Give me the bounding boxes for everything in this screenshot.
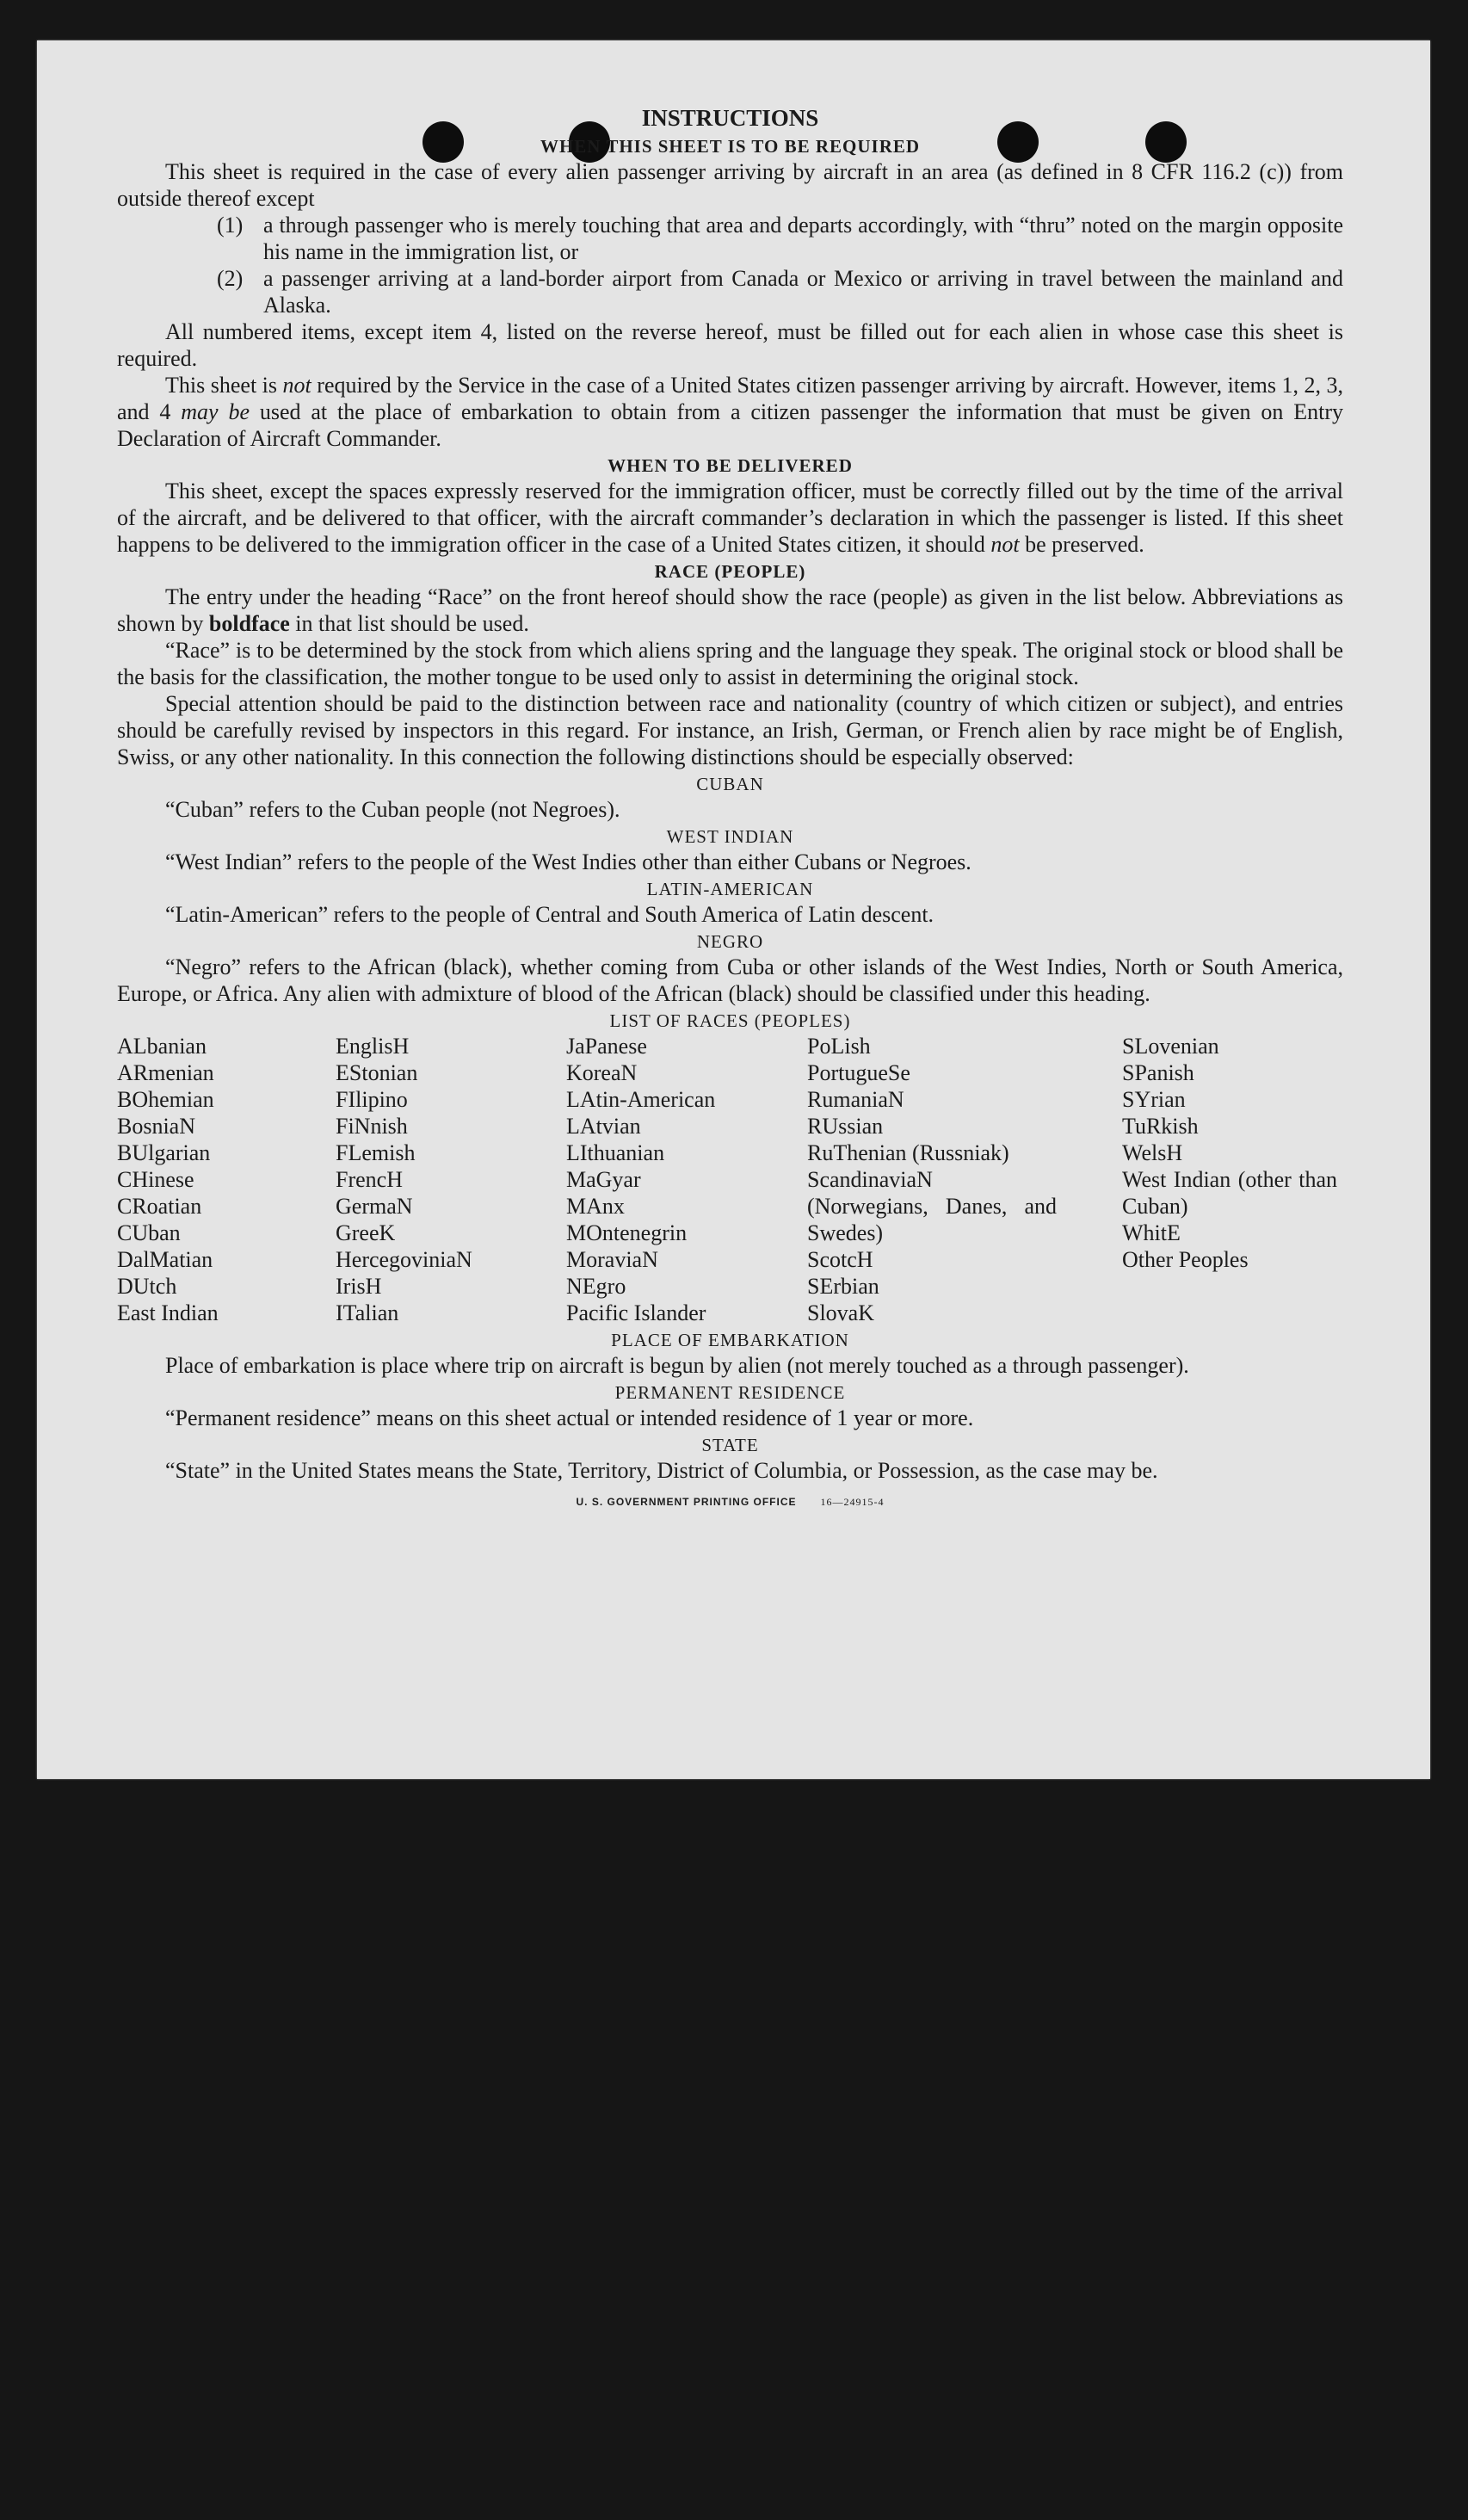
subheading: LIST OF RACES (PEOPLES) [609,1010,851,1031]
race-entry: MoraviaN [566,1247,658,1272]
paragraph: “Race” is to be determined by the stock from which aliens spring and the language they speak. The original stock or blood shall be the basis for the classification, the mother tongue to be used only to assist in determining the original stock. [117,638,1343,689]
race-entry: SlovaK [807,1300,874,1325]
printer-imprint [117,1489,1343,1516]
item-number: (2) [217,266,244,291]
race-entry: FIlipino [336,1087,408,1112]
race-entry: GermaN [336,1194,413,1219]
race-entry: PoLish [807,1034,871,1059]
paragraph: “Latin-American” refers to the people of Central and South America of Latin descent. [165,902,934,927]
text: The entry under the heading “Race” on the front hereof should show the race (people) as given in the list below. Abbreviations as shown by [117,584,1343,636]
race-entry: BUlgarian [117,1140,211,1165]
paragraph: “Cuban” refers to the Cuban people (not Negroes). [165,797,620,822]
text: used at the place of embarkation to obtain from a citizen passenger the information that must be given on Entry Declaration of Aircraft Commander. [117,399,1343,451]
paragraph: This sheet is required in the case of every alien passenger arriving by aircraft in an area (as defined in 8 CFR 116.2 (c)) from outside thereof except [117,159,1343,211]
subheading: PLACE OF EMBARKATION [611,1330,849,1350]
text: required by the Service in the case of a United States citizen passenger arriving by aircraft. However, items 1, 2, 3, and 4 [117,373,1343,424]
race-entry: West Indian (other than Cuban) [1122,1167,1337,1219]
paragraph [117,478,1343,558]
race-column [1122,1033,1343,1326]
race-entry: LAtvian [566,1114,641,1139]
emphasis: not [990,532,1020,557]
race-entry: IrisH [336,1274,382,1299]
text: This sheet is [165,373,283,398]
race-list [117,1033,1343,1326]
race-entry: PortugueSe [807,1060,910,1085]
race-entry: EnglisH [336,1034,410,1059]
race-entry: SPanish [1122,1060,1194,1085]
race-entry: MaGyar [566,1167,641,1192]
race-entry: WelsH [1122,1140,1183,1165]
section-heading: RACE (PEOPLE) [654,561,806,582]
exception-item [117,265,1343,318]
subheading: NEGRO [696,931,764,952]
race-column [566,1033,807,1326]
race-entry: ITalian [336,1300,399,1325]
race-column [807,1033,1122,1326]
race-entry: BOhemian [117,1087,214,1112]
race-entry: LAtin-American [566,1087,716,1112]
section-heading: WHEN THIS SHEET IS TO BE REQUIRED [540,136,921,157]
race-entry: ScandinaviaN (Norwegians, Danes, and Swedes) [807,1167,1057,1245]
paragraph: “West Indian” refers to the people of the West Indies other than either Cubans or Negroes. [165,849,971,874]
emphasis: may be [181,399,250,424]
race-entry: MAnx [566,1194,625,1219]
printer-name: U. S. GOVERNMENT PRINTING OFFICE [576,1496,797,1508]
paragraph: All numbered items, except item 4, listed on the reverse hereof, must be filled out for each alien in whose case this sheet is required. [117,319,1343,371]
emphasis: boldface [208,611,290,636]
paragraph: “Permanent residence” means on this sheet actual or intended residence of 1 year or more. [165,1405,974,1430]
subheading: STATE [701,1435,759,1455]
item-text: a passenger arriving at a land-border airport from Canada or Mexico or arriving in travel between the mainland and Alaska. [263,266,1343,318]
race-entry: CUban [117,1220,181,1245]
item-text: a through passenger who is merely touching that area and departs accordingly, with “thru” noted on the margin opposite his name in the immigration list, or [263,213,1343,264]
subheading: CUBAN [696,774,764,794]
race-entry: DalMatian [117,1247,213,1272]
item-number: (1) [217,213,244,238]
emphasis: not [282,373,311,398]
paragraph [117,584,1343,637]
race-entry: FiNnish [336,1114,408,1139]
subheading: PERMANENT RESIDENCE [614,1382,846,1403]
race-entry: GreeK [336,1220,396,1245]
race-entry: HercegoviniaN [336,1247,472,1272]
race-entry: FLemish [336,1140,416,1165]
race-entry: ScotcH [807,1247,873,1272]
race-entry: East Indian [117,1300,219,1325]
race-entry: ALbanian [117,1034,207,1059]
race-entry: RuThenian (Russniak) [807,1140,1009,1165]
text: This sheet, except the spaces expressly reserved for the immigration officer, must be correctly filled out by the time of the arrival of the aircraft, and be delivered to that officer, with the aircraft commander’s declaration in which the passenger is listed. If this sheet happens to be delivered to the immigration officer in the case of a United States citizen, it should [117,479,1343,557]
text: be preserved. [1019,532,1144,557]
subheading: LATIN-AMERICAN [646,879,814,899]
paragraph: Special attention should be paid to the distinction between race and nationality (country of which citizen or subject), and entries should be carefully revised by inspectors in this regard. For instance, an Irish, German, or French alien by race might be of English, Swiss, or any other nationality. In this connection the following distinctions should be especially observed: [117,691,1343,769]
race-entry: DUtch [117,1274,177,1299]
race-entry: LIthuanian [566,1140,665,1165]
race-entry: RUssian [807,1114,884,1139]
document-body [117,103,1343,1516]
paragraph: Place of embarkation is place where trip on aircraft is begun by alien (not merely touched as a through passenger). [165,1353,1189,1378]
race-entry: Pacific Islander [566,1300,706,1325]
race-entry: JaPanese [566,1034,647,1059]
document-title: INSTRUCTIONS [641,105,819,131]
race-entry: EStonian [336,1060,418,1085]
race-entry: RumaniaN [807,1087,904,1112]
race-entry: SYrian [1122,1087,1186,1112]
subheading: WEST INDIAN [666,826,794,847]
race-entry: WhitE [1122,1220,1181,1245]
race-entry: CRoatian [117,1194,202,1219]
section-heading: WHEN TO BE DELIVERED [608,455,853,476]
race-entry: SErbian [807,1274,879,1299]
paragraph [117,372,1343,452]
text: in that list should be used. [289,611,529,636]
race-entry: FrencH [336,1167,403,1192]
race-entry: ARmenian [117,1060,214,1085]
exception-item [117,212,1343,265]
race-entry: NEgro [566,1274,626,1299]
race-column [336,1033,566,1326]
paragraph: “State” in the United States means the State, Territory, District of Columbia, or Possession, as the case may be. [165,1458,1158,1483]
paragraph: “Negro” refers to the African (black), whether coming from Cuba or other islands of the West Indies, North or South America, Europe, or Africa. Any alien with admixture of blood of the African (black) should be classified under this heading. [117,954,1343,1006]
race-column [117,1033,336,1326]
race-entry: CHinese [117,1167,194,1192]
race-entry: TuRkish [1122,1114,1199,1139]
race-entry: SLovenian [1122,1034,1219,1059]
race-entry: Other Peoples [1122,1247,1249,1272]
race-entry: MOntenegrin [566,1220,688,1245]
race-entry: BosniaN [117,1114,195,1139]
form-code: 16—24915-4 [820,1496,885,1508]
race-entry: KoreaN [566,1060,638,1085]
